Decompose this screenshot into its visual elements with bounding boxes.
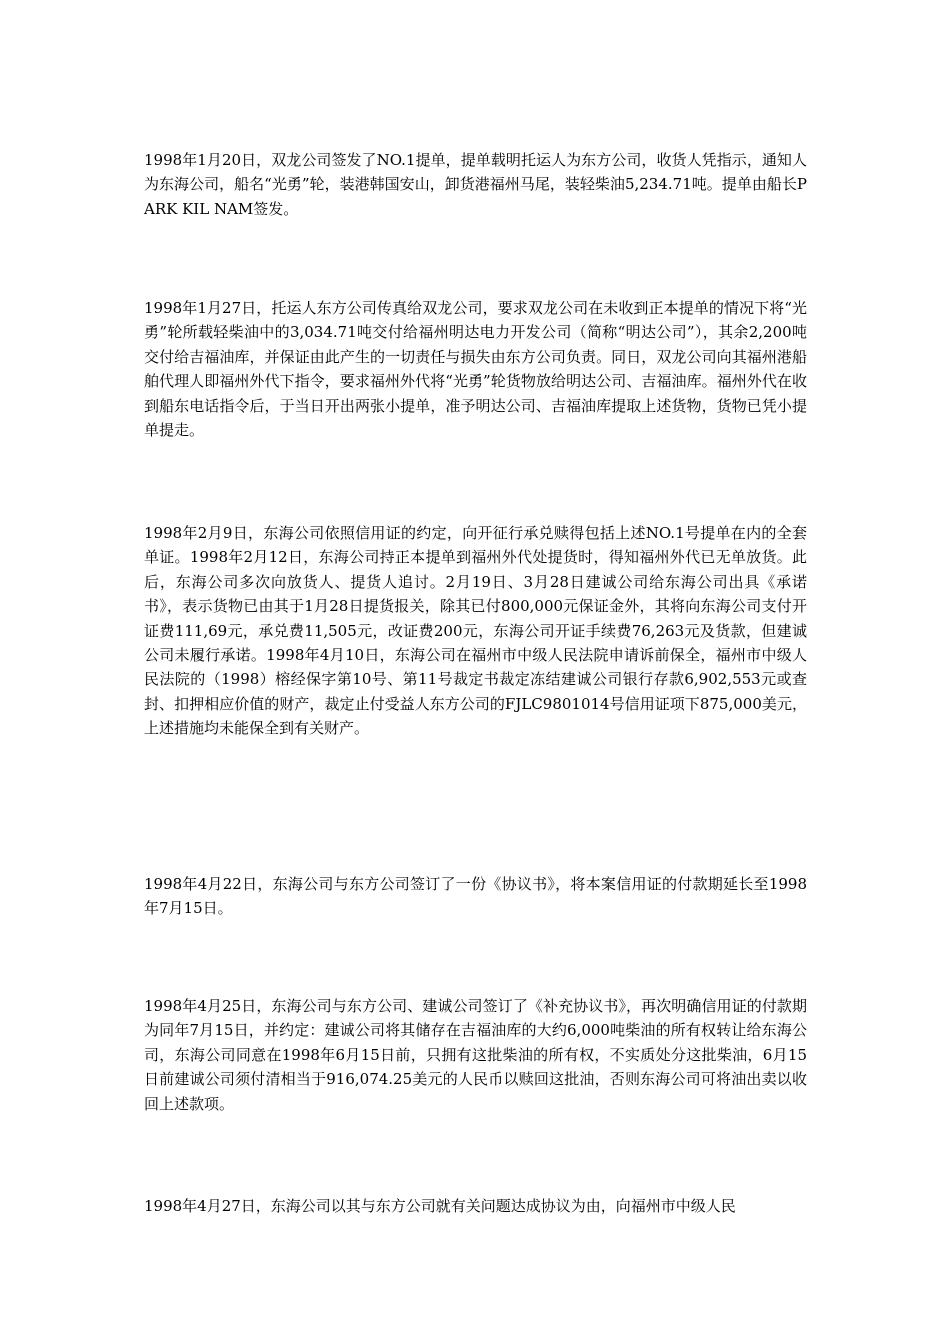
paragraph-agreement-signed: 1998年4月22日，东海公司与东方公司签订了一份《协议书》，将本案信用证的付款期延长至1998年7月15日。 (144, 875, 807, 918)
paragraph-documents-redeemed: 1998年2月9日，东海公司依照信用证的约定，向开征行承兑赎得包括上述NO.1号提单在内的全套单证。1998年2月12日，东海公司持正本提单到福州外代处提货时，得知福州外代已无单放货。此后，东海公司多次向放货人、提货人追讨。2月19日、3月28日建诚公司给东海公司出具《承诺书》，表示货物已由其于1月28日提货报关，除其已付800,000元保证金外，其将向东海公司支付开证费111,69元，承兑费11,505元，改证费200元，东海公司开证手续费76,263元及货款，但建诚公司未履行承诺。1998年4月10日，东海公司在福州市中级人民法院申请诉前保全，福州市中级人民法院的（1998）榕经保字第10号、第11号裁定书裁定冻结建诚公司银行存款6,902,553元或查封、扣押相应价值的财产，裁定止付受益人东方公司的FJLC9801014号信用证项下875,000美元，上述措施均未能保全到有关财产。 (144, 524, 807, 738)
paragraph-fax-delivery-instruction: 1998年1月27日，托运人东方公司传真给双龙公司，要求双龙公司在未收到正本提单的情况下将“光勇”轮所载轻柴油中的3,034.71吨交付给福州明达电力开发公司（简称“明达公司”），其余2,200吨交付给吉福油库，并保证由此产生的一切责任与损失由东方公司负责。同日，双龙公司向其福州港船舶代理人即福州外代下指令，要求福州外代将“光勇”轮货物放给明达公司、吉福油库。福州外代在收到船东电话指令后，于当日开出两张小提单，准予明达公司、吉福油库提取上述货物，货物已凭小提单提走。 (144, 299, 807, 440)
paragraph-supplementary-agreement: 1998年4月25日，东海公司与东方公司、建诚公司签订了《补充协议书》，再次明确信用证的付款期为同年7月15日，并约定：建诚公司将其储存在吉福油库的大约6,000吨柴油的所有权转让给东海公司，东海公司同意在1998年6月15日前，只拥有这批柴油的所有权，不实质处分这批柴油，6月15日前建诚公司须付清相当于916,074.25美元的人民币以赎回这批油，否则东海公司可将油出卖以收回上述款项。 (144, 997, 807, 1113)
paragraph-court-application: 1998年4月27日，东海公司以其与东方公司就有关问题达成协议为由，向福州市中级人民 (144, 1197, 736, 1215)
paragraph-bill-of-lading-issued: 1998年1月20日，双龙公司签发了NO.1提单，提单载明托运人为东方公司，收货人凭指示，通知人为东海公司，船名“光勇”轮，装港韩国安山，卸货港福州马尾，装轻柴油5,234.71吨。提单由船长PARK KIL NAM签发。 (144, 151, 807, 218)
